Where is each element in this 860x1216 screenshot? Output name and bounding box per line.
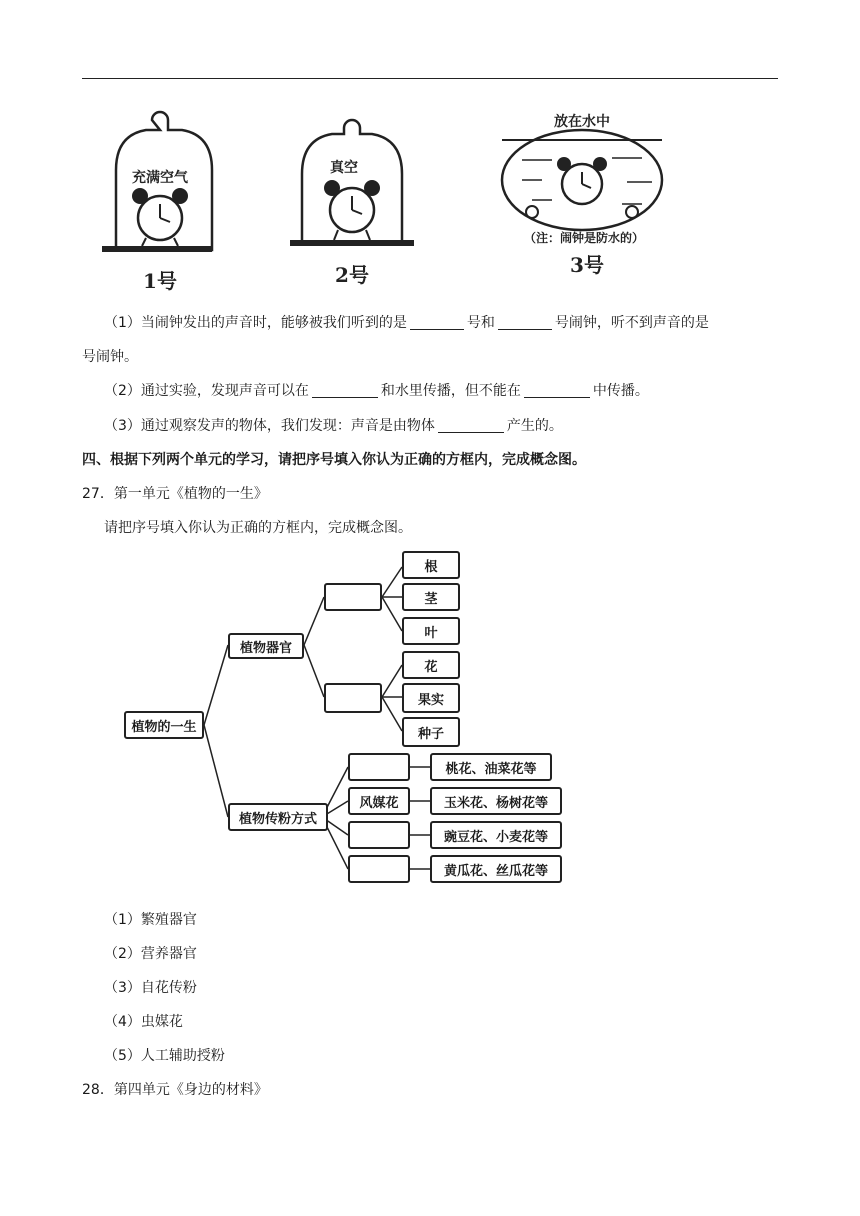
answer-blank-4[interactable]	[524, 383, 590, 398]
leaf-seed: 种子	[402, 717, 460, 747]
question-28-title: 28．第四单元《身边的材料》	[82, 1082, 268, 1098]
bell-jar-1	[102, 112, 212, 293]
blank-box-pollination-4[interactable]	[348, 855, 410, 883]
example-3: 豌豆花、小麦花等	[430, 821, 562, 849]
section-four-heading: 四、根据下列两个单元的学习，请把序号填入你认为正确的方框内，完成概念图。	[82, 452, 586, 468]
question-27-instruction: 请把序号填入你认为正确的方框内，完成概念图。	[104, 520, 412, 536]
bell-jar-1-caption: 1号	[143, 269, 177, 293]
question-2: （2）通过实验，发现声音可以在 和水里传播，但不能在 中传播。	[104, 383, 649, 399]
leaf-root: 根	[402, 551, 460, 579]
leaf-flower: 花	[402, 651, 460, 679]
option-5: （5）人工辅助授粉	[104, 1048, 225, 1064]
answer-blank-3[interactable]	[312, 383, 378, 398]
option-1: （1）繁殖器官	[104, 912, 197, 928]
alarm-clock-experiment-figure	[82, 100, 778, 300]
answer-blank-1[interactable]	[410, 315, 464, 330]
header-rule	[82, 78, 778, 79]
blank-box-pollination-1[interactable]	[348, 753, 410, 781]
question-3: （3）通过观察发声的物体，我们发现：声音是由物体 产生的。	[104, 418, 563, 434]
answer-blank-2[interactable]	[498, 315, 552, 330]
example-4: 黄瓜花、丝瓜花等	[430, 855, 562, 883]
water-bowl	[502, 113, 662, 277]
bell-jar-2	[290, 120, 414, 287]
node-plant-organs: 植物器官	[228, 633, 304, 659]
leaf-fruit: 果实	[402, 683, 460, 713]
concept-map	[112, 545, 602, 895]
node-wind-pollinated: 风媒花	[348, 787, 410, 815]
blank-box-organ-2[interactable]	[324, 683, 382, 713]
example-2: 玉米花、杨树花等	[430, 787, 562, 815]
blank-box-organ-1[interactable]	[324, 583, 382, 611]
bell-jar-1-label: 充满空气	[132, 170, 188, 186]
leaf-stem: 茎	[402, 583, 460, 611]
option-3: （3）自花传粉	[104, 980, 197, 996]
bell-jar-2-label: 真空	[330, 160, 358, 176]
blank-box-pollination-3[interactable]	[348, 821, 410, 849]
option-2: （2）营养器官	[104, 946, 197, 962]
question-27-title: 27．第一单元《植物的一生》	[82, 486, 268, 502]
bell-jar-2-caption: 2号	[335, 263, 369, 287]
bowl-note: （注：闹钟是防水的）	[523, 231, 645, 245]
bowl-caption: 3号	[570, 253, 604, 277]
option-4: （4）虫媒花	[104, 1014, 183, 1030]
node-root: 植物的一生	[124, 711, 204, 739]
question-1-line-1: （1）当闹钟发出的声音时，能够被我们听到的是 号和 号闹钟，听不到声音的是	[104, 315, 709, 331]
bowl-top-label: 放在水中	[554, 114, 610, 130]
leaf-leaf: 叶	[402, 617, 460, 645]
example-1: 桃花、油菜花等	[430, 753, 552, 781]
answer-blank-5[interactable]	[438, 418, 504, 433]
question-1-line-2: 号闹钟。	[82, 349, 138, 365]
node-pollination-methods: 植物传粉方式	[228, 803, 328, 831]
